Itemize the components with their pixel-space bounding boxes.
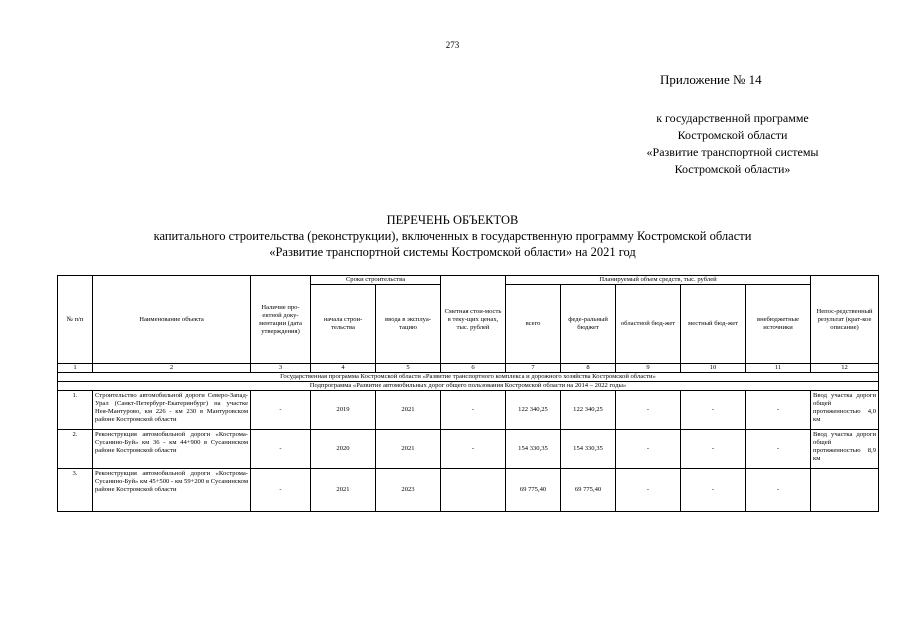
header-start: начала строи-тельства — [311, 285, 376, 364]
program-ref-line: Костромской области» — [674, 162, 791, 176]
row-result — [811, 469, 879, 512]
table-row — [58, 469, 879, 512]
column-number: 4 — [311, 364, 376, 373]
row-num: 3. — [58, 469, 93, 512]
table-row — [58, 430, 879, 469]
row-commission: 2021 — [376, 430, 441, 469]
page-number: 273 — [445, 40, 460, 50]
row-total: 122 340,25 — [506, 391, 561, 430]
subprogram-row-text: Подпрограмма «Развитие автомобильных дорог общего пользования Костромской области на 2014 – 2022 годы» — [58, 382, 879, 391]
row-num: 1. — [58, 391, 93, 430]
header-result: Непос-редственный результат (крат-кое описание) — [811, 276, 879, 364]
header-regional: областной бюд-жет — [616, 285, 681, 364]
row-result: Ввод участка дороги общей протяженностью 4,0 км — [811, 391, 879, 430]
row-total: 154 330,35 — [506, 430, 561, 469]
header-estimate: Сметная стои-мость в теку-щих ценах, тыс. рублей — [441, 276, 506, 364]
title-line: ПЕРЕЧЕНЬ ОБЪЕКТОВ — [386, 213, 519, 227]
row-local: - — [681, 391, 746, 430]
document-title — [0, 212, 905, 260]
column-number: 8 — [561, 364, 616, 373]
column-number: 6 — [441, 364, 506, 373]
row-regional: - — [616, 469, 681, 512]
row-commission: 2021 — [376, 391, 441, 430]
row-regional: - — [616, 391, 681, 430]
row-extrabudget: - — [746, 469, 811, 512]
column-number: 1 — [58, 364, 93, 373]
header-federal: феде-ральный бюджет — [561, 285, 616, 364]
column-number: 2 — [93, 364, 251, 373]
column-number: 11 — [746, 364, 811, 373]
row-name: Реконструкция автомобильной дороги «Кострома-Сусанино-Буй» км 36 - км 44+900 в Сусанинском районе Костромской области — [93, 430, 251, 469]
program-ref-line: к государственной программе — [656, 111, 809, 125]
row-local: - — [681, 469, 746, 512]
header-local: местный бюд-жет — [681, 285, 746, 364]
row-federal: 154 330,35 — [561, 430, 616, 469]
row-estimate — [441, 469, 506, 512]
row-name: Реконструкция автомобильной дороги «Кострома-Сусанино-Буй» км 45+500 - км 59+200 в Сусанинском районе Костромской области — [93, 469, 251, 512]
header-funding-group: Планируемый объем средств, тыс. рублей — [506, 276, 811, 285]
column-number: 3 — [251, 364, 311, 373]
header-commission: ввода в эксплуа-тацию — [376, 285, 441, 364]
row-docs: - — [251, 391, 311, 430]
row-estimate: - — [441, 430, 506, 469]
row-start: 2021 — [311, 469, 376, 512]
program-row-text: Государственная программа Костромской области «Развитие транспортного комплекса и дорожного хозяйства Костромской области» — [58, 373, 879, 382]
row-docs: - — [251, 469, 311, 512]
header-total: всего — [506, 285, 561, 364]
row-total: 69 775,40 — [506, 469, 561, 512]
row-extrabudget: - — [746, 430, 811, 469]
objects-table — [57, 275, 879, 512]
column-number: 5 — [376, 364, 441, 373]
header-num: № п/п — [58, 276, 93, 364]
column-number: 7 — [506, 364, 561, 373]
header-docs: Наличие про-ектной доку-ментации (дата утверждения) — [251, 276, 311, 364]
row-extrabudget: - — [746, 391, 811, 430]
title-line: «Развитие транспортной системы Костромской области» на 2021 год — [269, 245, 636, 259]
row-start: 2020 — [311, 430, 376, 469]
subprogram-row — [58, 382, 879, 391]
row-result: Ввод участка дороги общей протяженностью 8,9 км — [811, 430, 879, 469]
table-row — [58, 391, 879, 430]
row-docs: - — [251, 430, 311, 469]
row-federal: 69 775,40 — [561, 469, 616, 512]
row-regional: - — [616, 430, 681, 469]
row-local: - — [681, 430, 746, 469]
column-number: 12 — [811, 364, 879, 373]
header-terms-group: Сроки строительства — [311, 276, 441, 285]
header-name: Наименование объекта — [93, 276, 251, 364]
program-ref-line: Костромской области — [677, 128, 788, 142]
title-line: капитального строительства (реконструкции), включенных в государственную программу Костромской области — [153, 229, 752, 243]
program-reference — [590, 110, 875, 178]
appendix-label: Приложение № 14 — [660, 72, 762, 87]
program-ref-line: «Развитие транспортной системы — [646, 145, 819, 159]
row-commission: 2023 — [376, 469, 441, 512]
column-number-row — [58, 364, 879, 373]
row-estimate: - — [441, 391, 506, 430]
header-extrabudget: внебюджетные источники — [746, 285, 811, 364]
row-num: 2. — [58, 430, 93, 469]
program-row — [58, 373, 879, 382]
row-name: Строительство автомобильной дороги Северо-Запад-Урал (Санкт-Петербург-Екатеринбург) на участке Нея-Мантурово, км 226 - км 230 в Мантуровском районе Костромской области — [93, 391, 251, 430]
column-number: 9 — [616, 364, 681, 373]
row-start: 2019 — [311, 391, 376, 430]
row-federal: 122 340,25 — [561, 391, 616, 430]
column-number: 10 — [681, 364, 746, 373]
header-row-top — [58, 276, 879, 285]
